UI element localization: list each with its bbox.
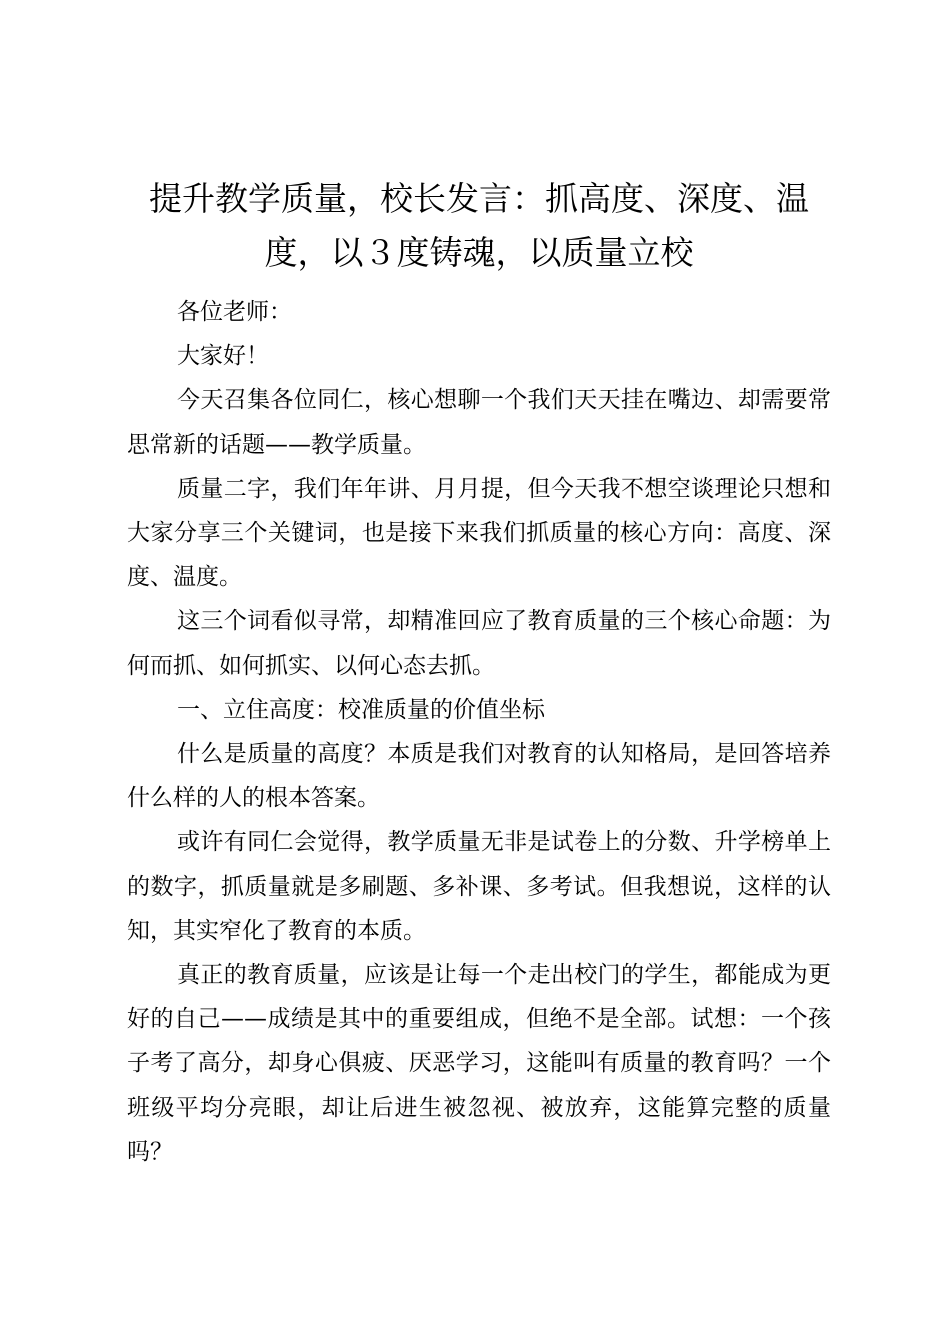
section-heading: 一、立住高度：校准质量的价值坐标 (177, 696, 545, 723)
paragraph: 什么是质量的高度？本质是我们对教育的认知格局，是回答培养什么样的人的根本答案。 (127, 741, 831, 812)
document-title: 提升教学质量，校长发言：抓高度、深度、温度，以３度铸魂，以质量立校 (149, 179, 809, 272)
title-spacer (127, 280, 831, 290)
paragraph: 这三个词看似寻常，却精准回应了教育质量的三个核心命题：为何而抓、如何抓实、以何心态去抓。 (127, 608, 831, 679)
paragraph: 质量二字，我们年年讲、月月提，但今天我不想空谈理论只想和大家分享三个关键词，也是接下来我们抓质量的核心方向：高度、深度、温度。 (127, 475, 831, 591)
salutation: 各位老师： (177, 299, 292, 325)
greeting: 大家好！ (177, 343, 269, 370)
document-page (127, 172, 831, 1174)
document-body (127, 290, 831, 1174)
paragraph: 真正的教育质量，应该是让每一个走出校门的学生，都能成为更好的自己——成绩是其中的重要组成，但绝不是全部。试想：一个孩子考了高分，却身心俱疲、厌恶学习，这能叫有质量的教育吗？一个班级平均分亮眼，却让后进生被忽视、被放弃，这能算完整的质量吗？ (127, 962, 831, 1165)
paragraph: 今天召集各位同仁，核心想聊一个我们天天挂在嘴边、却需要常思常新的话题——教学质量。 (127, 387, 831, 458)
paragraph: 或许有同仁会觉得，教学质量无非是试卷上的分数、升学榜单上的数字，抓质量就是多刷题、多补课、多考试。但我想说，这样的认知，其实窄化了教育的本质。 (127, 829, 831, 944)
